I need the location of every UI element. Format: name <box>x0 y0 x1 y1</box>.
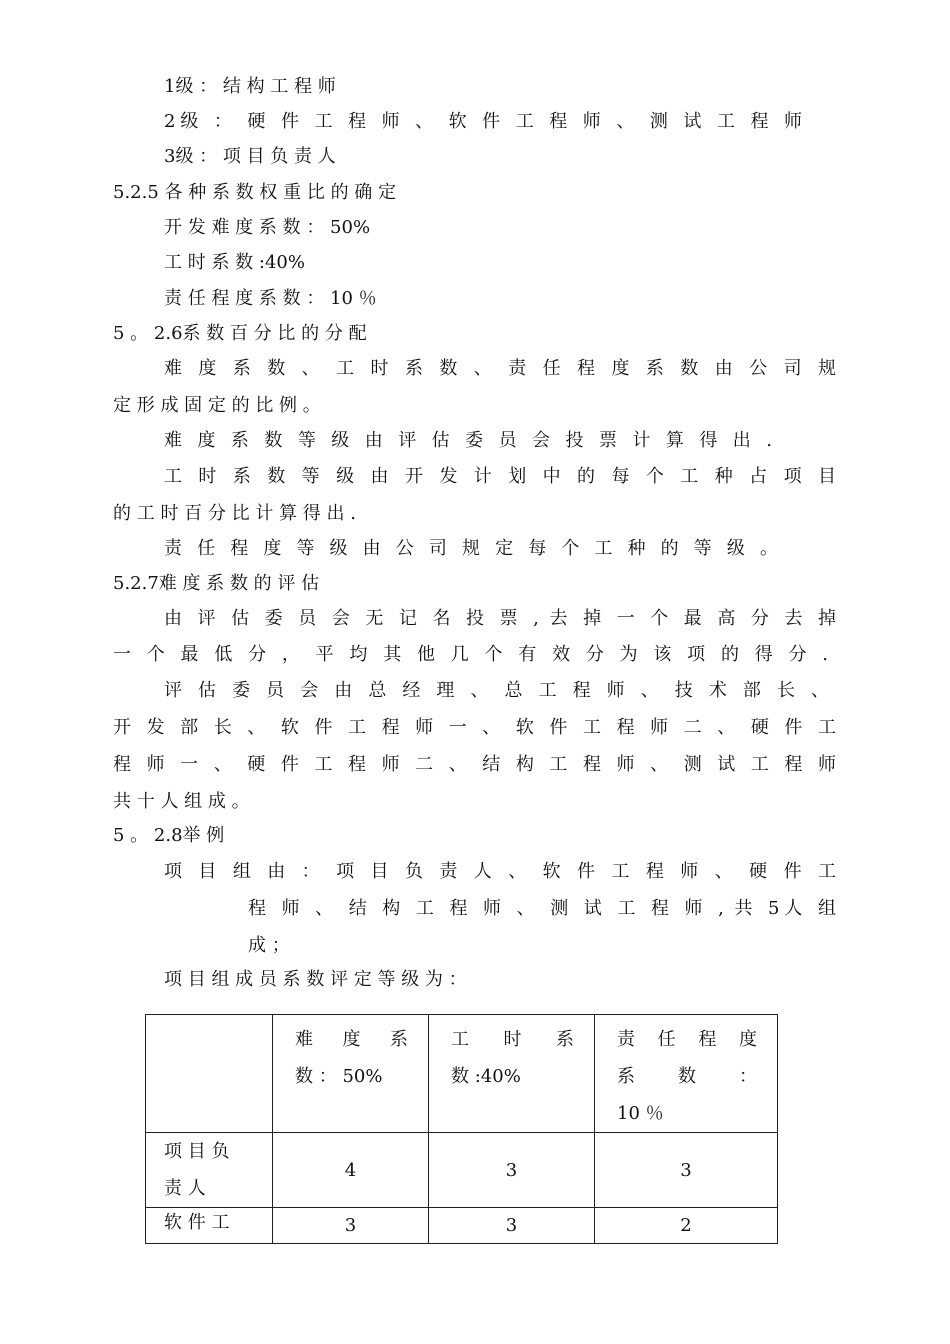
coefficient-table <box>145 1014 778 1244</box>
table-row <box>146 1208 778 1244</box>
table-cell: 2 <box>595 1208 778 1244</box>
table-corner-cell <box>146 1015 273 1133</box>
table-cell: 3 <box>429 1208 595 1244</box>
paragraph-line: 共 十 人 组 成 。 <box>113 791 250 812</box>
paragraph-line: 项 目 组 成 员 系 数 评 定 等 级 为 ： <box>164 969 467 990</box>
table-row <box>146 1133 778 1208</box>
table-cell: 4 <box>273 1133 429 1208</box>
section-heading-5-2-8: 5 。 2.8举 例 <box>113 825 225 846</box>
table-header-cell: 工 时 系 数 :40% <box>429 1015 595 1133</box>
table-row-label: 项 目 负 责 人 <box>146 1133 273 1208</box>
table-header-row <box>146 1015 778 1133</box>
paragraph-line: 评 估 委 员 会 由 总 经 理 、 总 工 程 师 、 技 术 部 长 、 <box>164 680 829 701</box>
weight-hours: 工 时 系 数 :40% <box>164 252 305 273</box>
paragraph-line: 由 评 估 委 员 会 无 记 名 投 票 , 去 掉 一 个 最 高 分 去 掉 <box>164 608 836 629</box>
table-cell: 3 <box>273 1208 429 1244</box>
table-cell: 3 <box>595 1133 778 1208</box>
weight-difficulty: 开 发 难 度 系 数 ： 50% <box>164 217 371 238</box>
section-heading-5-2-5: 5.2.5 各 种 系 数 权 重 比 的 确 定 <box>113 182 397 203</box>
paragraph-line: 开 发 部 长 、 软 件 工 程 师 一 、 软 件 工 程 师 二 、 硬 件 工 <box>113 717 836 738</box>
weight-responsibility: 责 任 程 度 系 数 ： 10 ％ <box>164 288 377 309</box>
section-heading-5-2-6: 5 。 2.6系 数 百 分 比 的 分 配 <box>113 323 367 344</box>
paragraph-line: 责 任 程 度 等 级 由 公 司 规 定 每 个 工 种 的 等 级 。 <box>164 538 778 559</box>
table-header-cell: 难 度 系 数 ： 50% <box>273 1015 429 1133</box>
section-heading-5-2-7: 5.2.7难 度 系 数 的 评 估 <box>113 573 320 594</box>
paragraph-line: 工 时 系 数 等 级 由 开 发 计 划 中 的 每 个 工 种 占 项 目 <box>164 466 836 487</box>
paragraph-line: 一 个 最 低 分 ， 平 均 其 他 几 个 有 效 分 为 该 项 的 得 分 . <box>113 644 828 665</box>
paragraph-line: 难 度 系 数 、 工 时 系 数 、 责 任 程 度 系 数 由 公 司 规 <box>164 358 836 379</box>
paragraph-line: 难 度 系 数 等 级 由 评 估 委 员 会 投 票 计 算 得 出 . <box>164 430 772 451</box>
level-3-line: 3级 ： 项 目 负 责 人 <box>164 146 336 167</box>
table-header-cell: 责 任 程 度 系 数 ： 10 ％ <box>595 1015 778 1133</box>
paragraph-line: 成 ； <box>248 935 290 956</box>
paragraph-line: 程 师 、 结 构 工 程 师 、 测 试 工 程 师 , 共 5人 组 <box>248 898 836 919</box>
paragraph-line: 程 师 一 、 硬 件 工 程 师 二 、 结 构 工 程 师 、 测 试 工 程 师 <box>113 754 836 775</box>
table-cell: 3 <box>429 1133 595 1208</box>
paragraph-line: 项 目 组 由 ： 项 目 负 责 人 、 软 件 工 程 师 、 硬 件 工 <box>164 861 836 882</box>
paragraph-line: 定 形 成 固 定 的 比 例 。 <box>113 395 321 416</box>
paragraph-line: 的 工 时 百 分 比 计 算 得 出 . <box>113 503 356 524</box>
level-2-line: 2级 ： 硬 件 工 程 师 、 软 件 工 程 师 、 测 试 工 程 师 <box>164 111 802 132</box>
table-row-label: 软 件 工 <box>146 1208 273 1244</box>
level-1-line: 1级 ： 结 构 工 程 师 <box>164 76 336 97</box>
